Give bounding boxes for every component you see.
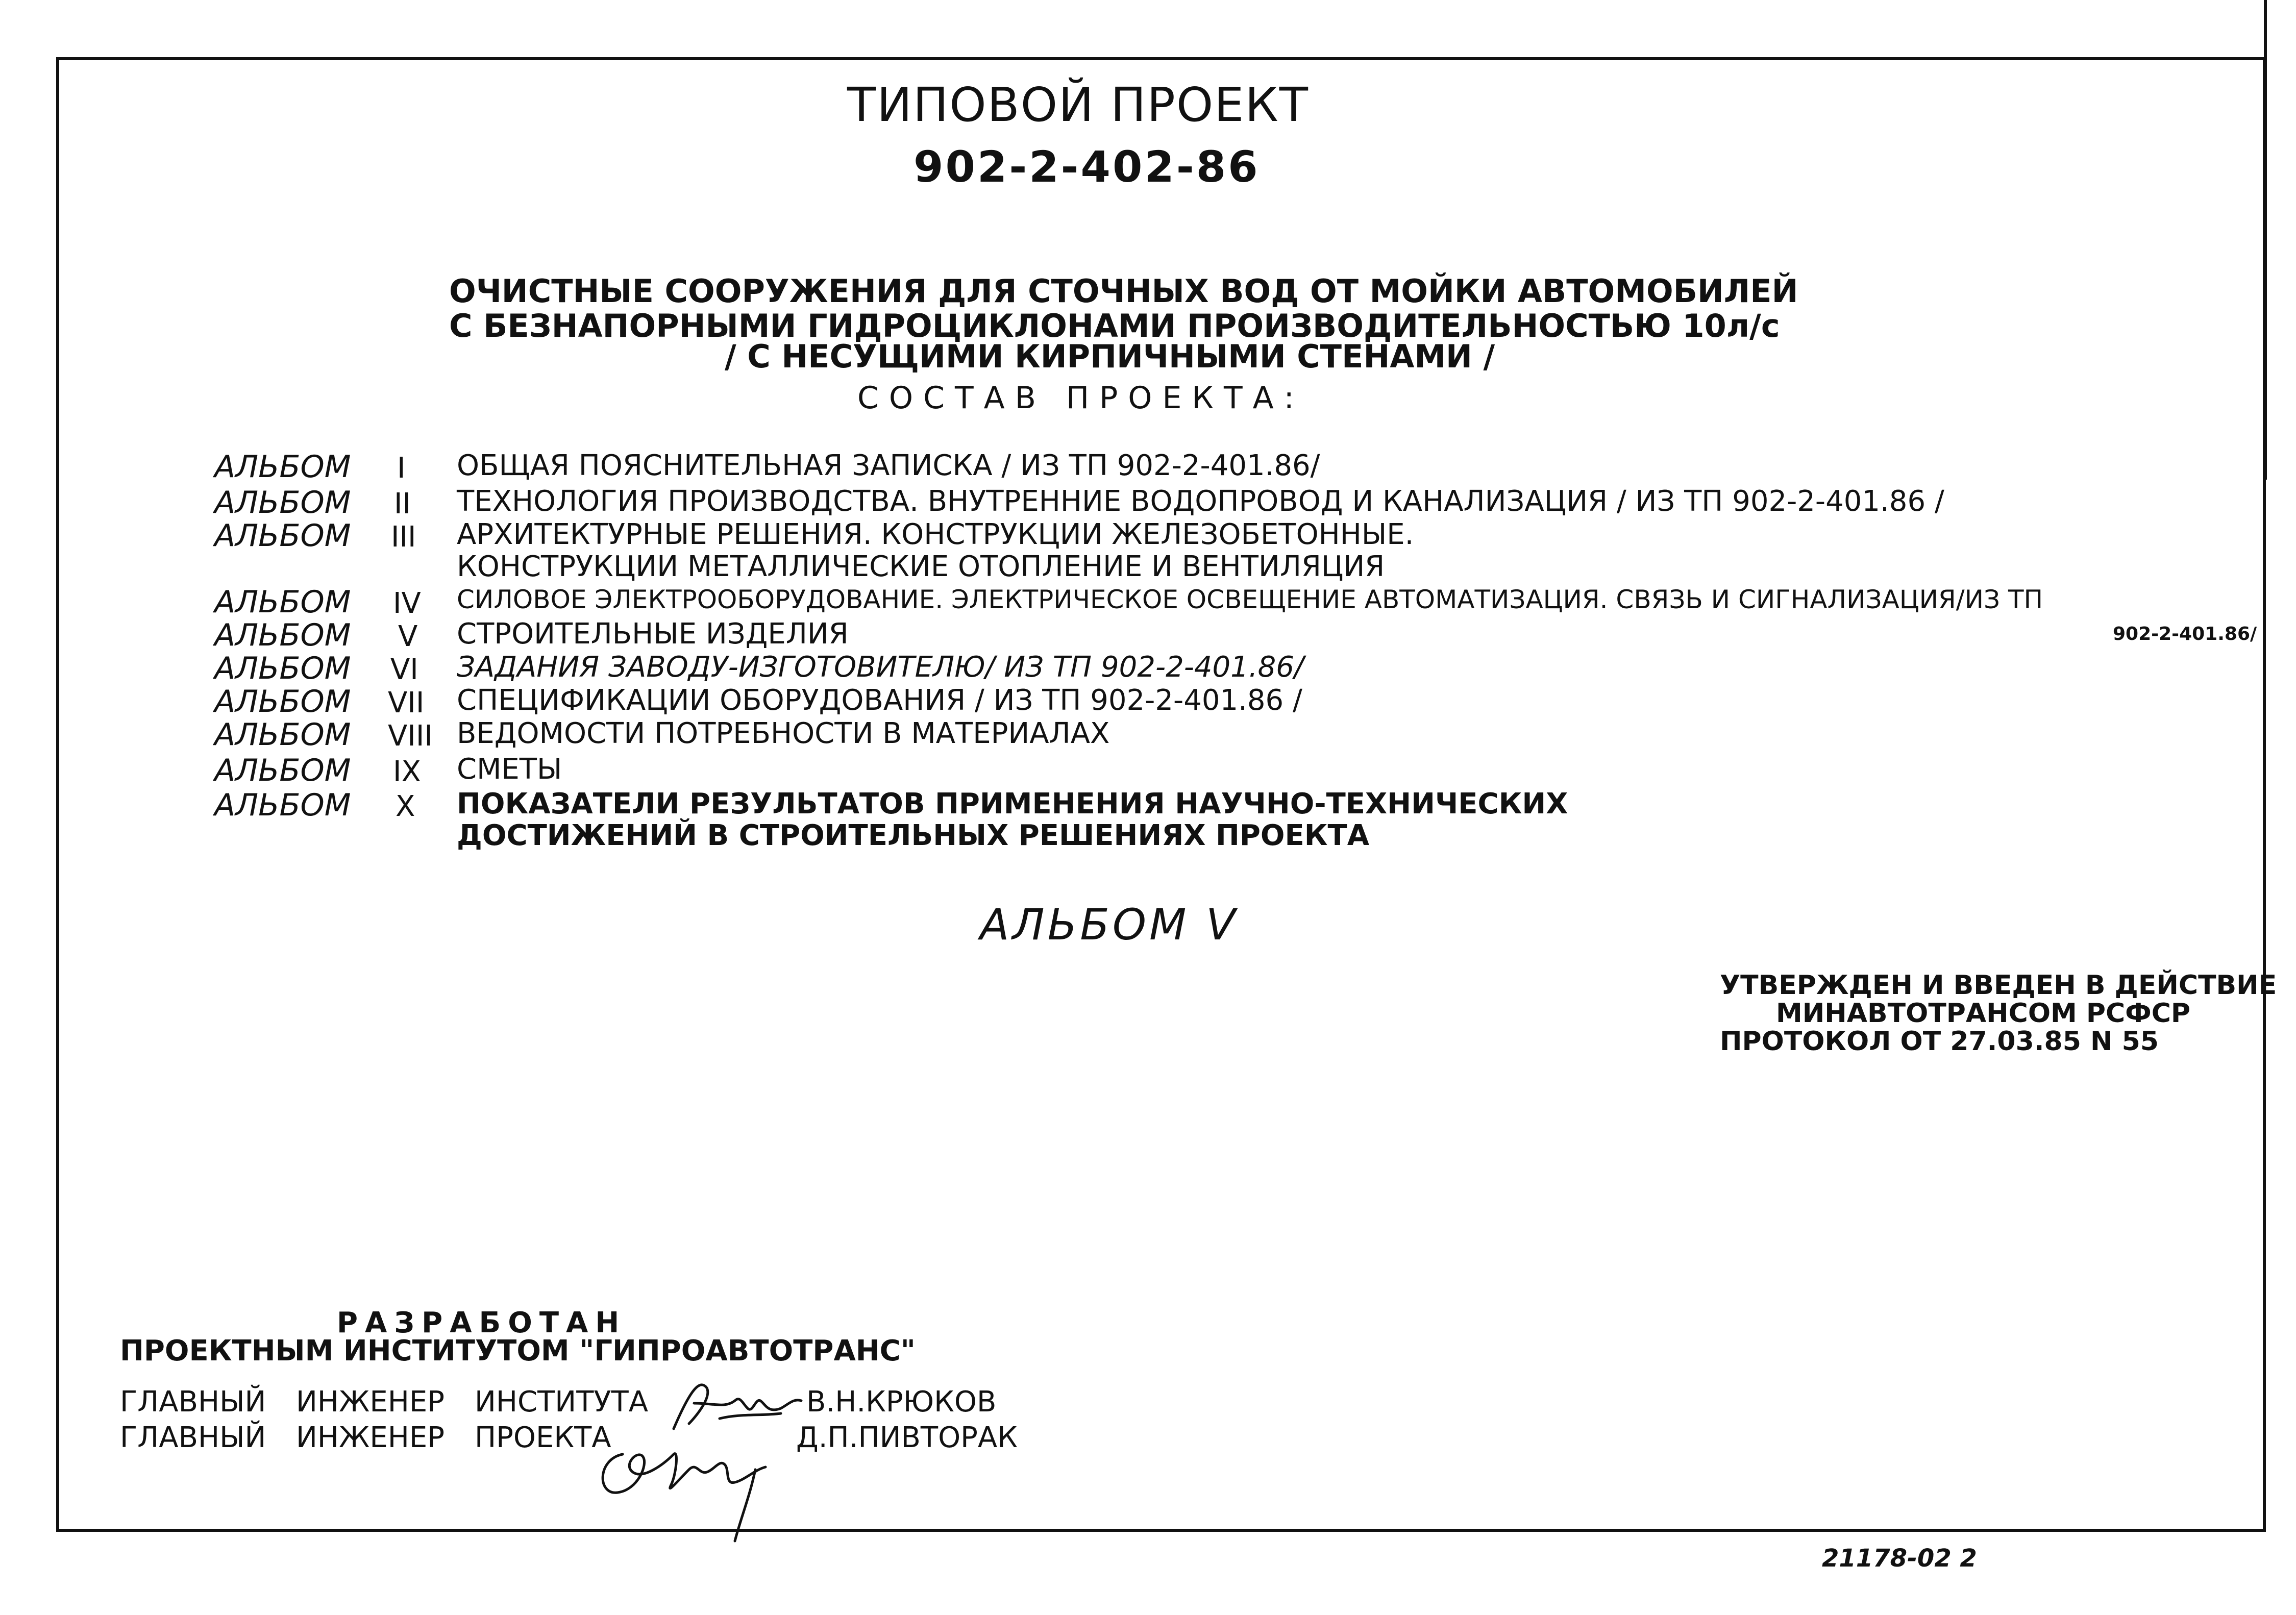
signature-chief-engineer-project xyxy=(587,1434,822,1546)
album-title: АРХИТЕКТУРНЫЕ РЕШЕНИЯ. КОНСТРУКЦИИ ЖЕЛЕЗОБЕТОННЫЕ. xyxy=(457,518,1414,551)
footer-sheet-code: 21178-02 2 xyxy=(1822,1544,1977,1573)
album-title: ЗАДАНИЯ ЗАВОДУ-ИЗГОТОВИТЕЛЮ/ ИЗ ТП 902-2-401.86/ xyxy=(457,651,1304,684)
developed-by-heading: РАЗРАБОТАН xyxy=(337,1306,627,1339)
project-number: 902-2-402-86 xyxy=(914,142,1260,192)
signatory-name: В.Н.КРЮКОВ xyxy=(806,1385,997,1419)
album-number: VIII xyxy=(388,719,433,753)
description-line-2: С БЕЗНАПОРНЫМИ ГИДРОЦИКЛОНАМИ ПРОИЗВОДИТЕЛЬНОСТЬЮ 10л/с xyxy=(449,307,1780,344)
album-label: АЛЬБОМ xyxy=(214,787,351,823)
album-title-continued: ДОСТИЖЕНИЙ В СТРОИТЕЛЬНЫХ РЕШЕНИЯХ ПРОЕКТА xyxy=(457,819,1370,852)
description-line-1: ОЧИСТНЫЕ СООРУЖЕНИЯ ДЛЯ СТОЧНЫХ ВОД ОТ МОЙКИ АВТОМОБИЛЕЙ xyxy=(449,272,1798,310)
current-album-heading: АЛЬБОМ V xyxy=(980,900,1239,950)
album-number: III xyxy=(391,520,416,554)
album-title-continued: КОНСТРУКЦИИ МЕТАЛЛИЧЕСКИЕ ОТОПЛЕНИЕ И ВЕНТИЛЯЦИЯ xyxy=(457,550,1385,583)
approval-line-1: УТВЕРЖДЕН И ВВЕДЕН В ДЕЙСТВИЕ xyxy=(1720,970,2277,1001)
position-role: ГЛАВНЫЙ xyxy=(120,1385,266,1419)
signature-chief-engineer-institute xyxy=(658,1373,811,1444)
album-label: АЛЬБОМ xyxy=(214,684,351,719)
position-role: ГЛАВНЫЙ xyxy=(120,1421,266,1454)
album-title: ВЕДОМОСТИ ПОТРЕБНОСТИ В МАТЕРИАЛАХ xyxy=(457,717,1110,750)
approval-line-2: МИНАВТОТРАНСОМ РСФСР xyxy=(1776,998,2191,1029)
album-number: IX xyxy=(393,755,421,788)
album-label: АЛЬБОМ xyxy=(214,753,351,788)
album-label: АЛЬБОМ xyxy=(214,449,351,485)
album-label: АЛЬБОМ xyxy=(214,617,351,653)
album-number: VI xyxy=(390,653,418,686)
description-line-3: / С НЕСУЩИМИ КИРПИЧНЫМИ СТЕНАМИ / xyxy=(725,338,1495,375)
album-title: СТРОИТЕЛЬНЫЕ ИЗДЕЛИЯ xyxy=(457,617,849,651)
album-number: IV xyxy=(393,587,421,620)
album-label: АЛЬБОМ xyxy=(214,518,351,554)
album-label: АЛЬБОМ xyxy=(214,485,351,520)
album-label: АЛЬБОМ xyxy=(214,584,351,620)
album-title: СМЕТЫ xyxy=(457,753,562,786)
developer-institute: ПРОЕКТНЫМ ИНСТИТУТОМ "ГИПРОАВТОТРАНС" xyxy=(120,1334,916,1368)
document-title: ТИПОВОЙ ПРОЕКТ xyxy=(847,78,1309,132)
album-label: АЛЬБОМ xyxy=(214,717,351,753)
album-title: ОБЩАЯ ПОЯСНИТЕЛЬНАЯ ЗАПИСКА / ИЗ ТП 902-2-401.86/ xyxy=(457,449,1320,482)
position-role: ПРОЕКТА xyxy=(475,1421,611,1454)
album-title: СПЕЦИФИКАЦИИ ОБОРУДОВАНИЯ / ИЗ ТП 902-2-401.86 / xyxy=(457,684,1302,717)
album-number: I xyxy=(397,452,406,485)
album-number: V xyxy=(398,620,418,653)
position-role: ИНЖЕНЕР xyxy=(296,1385,445,1419)
album-title: ТЕХНОЛОГИЯ ПРОИЗВОДСТВА. ВНУТРЕННИЕ ВОДОПРОВОД И КАНАЛИЗАЦИЯ / ИЗ ТП 902-2-401.86 / xyxy=(457,485,1944,518)
album-number: X xyxy=(396,790,415,823)
album-label: АЛЬБОМ xyxy=(214,651,351,686)
approval-line-3: ПРОТОКОЛ ОТ 27.03.85 N 55 xyxy=(1720,1026,2159,1057)
album-number: VII xyxy=(388,686,425,719)
composition-title: СОСТАВ ПРОЕКТА: xyxy=(857,380,1304,416)
album-title-continued: 902-2-401.86/ xyxy=(2113,624,2257,644)
position-role: ИНЖЕНЕР xyxy=(296,1421,445,1454)
album-number: II xyxy=(394,487,411,520)
album-title: ПОКАЗАТЕЛИ РЕЗУЛЬТАТОВ ПРИМЕНЕНИЯ НАУЧНО-ТЕХНИЧЕСКИХ xyxy=(457,787,1568,821)
position-role: ИНСТИТУТА xyxy=(475,1385,649,1419)
signatory-name: Д.П.ПИВТОРАК xyxy=(796,1421,1018,1454)
album-title: СИЛОВОЕ ЭЛЕКТРООБОРУДОВАНИЕ. ЭЛЕКТРИЧЕСКОЕ ОСВЕЩЕНИЕ АВТОМАТИЗАЦИЯ. СВЯЗЬ И СИГНАЛИЗАЦИЯ/ИЗ ТП xyxy=(457,585,2043,614)
